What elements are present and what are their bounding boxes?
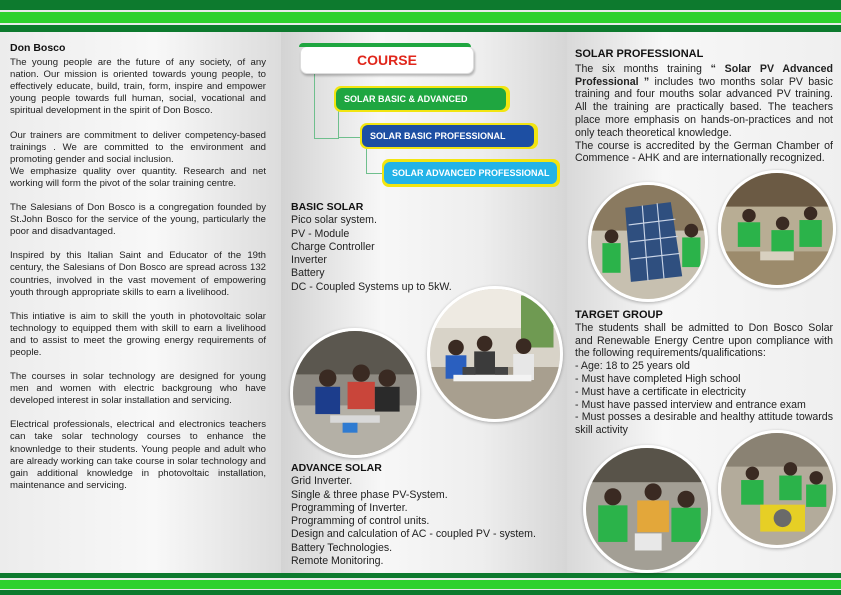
don-bosco-text: [10, 42, 266, 492]
solar-professional-title: SOLAR PROFESSIONAL: [575, 48, 704, 60]
professional-highlight: “ Solar PV Advanced Professional ”: [575, 62, 833, 88]
requirement-item: - Age: 18 to 25 years old: [575, 360, 690, 373]
paragraph-courses: The courses in solar technology are designed for young men and women with electric backgroung who have developed interest in solar installation and servicing.: [10, 371, 266, 407]
list-item: PV - Module: [291, 227, 350, 240]
requirement-item: - Must posses a desirable and healthy attitude towards skill activity: [575, 411, 833, 437]
students-inverter-photo: [583, 445, 711, 573]
paragraph-quality: We emphasize quality over quantity. Research and net working will form the pivot of the solar training centre.: [10, 165, 266, 189]
students-generator-photo: [718, 430, 836, 548]
course-title: COURSE: [300, 46, 474, 74]
target-group-title: TARGET GROUP: [575, 309, 663, 321]
bottom-band-dark-2: [0, 590, 841, 595]
bottom-band-dark: [0, 573, 841, 578]
list-item: Single & three phase PV-System.: [291, 488, 448, 501]
advance-solar-title: ADVANCE SOLAR: [291, 462, 382, 474]
list-item: DC - Coupled Systems up to 5kW.: [291, 280, 452, 293]
list-item: Pico solar system.: [291, 214, 377, 227]
paragraph-professionals: Electrical professionals, electrical and electronics teachers can take solar technology courses to enhance the knownledge to their students. Young people and adult who are already working can take course in solar technology and gain additional knowledge in photovoltaic installation, maintenance and servicing.: [10, 419, 266, 491]
list-item: Grid Inverter.: [291, 475, 353, 488]
list-item: Programming of Inverter.: [291, 501, 408, 514]
solar-professional-text: [575, 63, 833, 140]
requirement-item: - Must have completed High school: [575, 372, 741, 385]
advance-solar-list: [291, 462, 559, 568]
bottom-band-bright: [0, 580, 841, 589]
list-item: Inverter: [291, 254, 327, 267]
students-wiring-photo: [718, 170, 836, 288]
list-item: Design and calculation of AC - coupled PV - system.: [291, 528, 536, 541]
basic-solar-title: BASIC SOLAR: [291, 201, 364, 213]
list-item: Battery: [291, 267, 325, 280]
target-group-section: [575, 309, 833, 437]
solar-professional-section: [575, 48, 833, 165]
requirement-item: - Must have a certificate in electricity: [575, 385, 746, 398]
list-item: Programming of control units.: [291, 515, 430, 528]
top-band-dark: [0, 0, 841, 10]
paragraph-salesians: The Salesians of Don Bosco is a congregation founded by St.John Bosco for the service of the young, particularly the poor and disadvantaged.: [10, 202, 266, 238]
professional-text-after: includes two months solar PV basic training and four mouths solar advanced PV training. All the training are practically based. The teachers place more emphasis on hands-on-practices and not only teach theoretical knowledge.: [575, 75, 834, 139]
paragraph-mission: The young people are the future of any society, of any nation. Our mission is oriented towards young people, to effectively educate, build, train, form, inspire and empower young people towards full human, social, vocational and spiritual development in the spirit of Don Bosco.: [10, 57, 266, 117]
classroom-laptops-photo: [427, 286, 563, 422]
top-band-dark-2: [0, 25, 841, 32]
list-item: Remote Monitoring.: [291, 555, 384, 568]
paragraph-inspired: Inspired by this Italian Saint and Educator of the 19th century, the Salesians of Don Bosco are spread across 132 countries, involved in the vast movement of empowering youth through appropriate skills to earn a livelihood.: [10, 250, 266, 298]
requirement-item: - Must have passed interview and entrance exam: [575, 398, 806, 411]
course-level-basic-advanced: SOLAR BASIC & ADVANCED: [336, 88, 506, 110]
solar-panel-outdoor-photo: [588, 182, 708, 302]
target-intro: The students shall be admitted to Don Bosco Solar and Renewable Energy Centre upon compliance with the following requirements/qualifications:: [575, 321, 833, 360]
professional-text-before: The six months training: [575, 62, 711, 75]
paragraph-trainers: Our trainers are commitment to deliver competency-based trainings . We are committed to the environment and promoting gender and social inclusion.: [10, 129, 266, 165]
list-item: Battery Technologies.: [291, 541, 393, 554]
workshop-group-photo: [290, 328, 420, 458]
paragraph-initiative: This intiative is aim to skill the youth in photovoltaic solar technology to equipped them with skill to earn a livelihood and to assist to meet the growing energy requirements of people.: [10, 310, 266, 358]
don-bosco-title: Don Bosco: [10, 42, 66, 54]
course-level-advanced-professional: SOLAR ADVANCED PROFESSIONAL: [384, 162, 557, 184]
list-item: Charge Controller: [291, 240, 375, 253]
course-level-basic-professional: SOLAR BASIC PROFESSIONAL: [362, 125, 534, 147]
basic-solar-list: [291, 201, 551, 294]
accreditation-text: The course is accredited by the German Chamber of Commence - AHK and are internationally recognized.: [575, 139, 833, 165]
top-band-bright: [0, 12, 841, 23]
